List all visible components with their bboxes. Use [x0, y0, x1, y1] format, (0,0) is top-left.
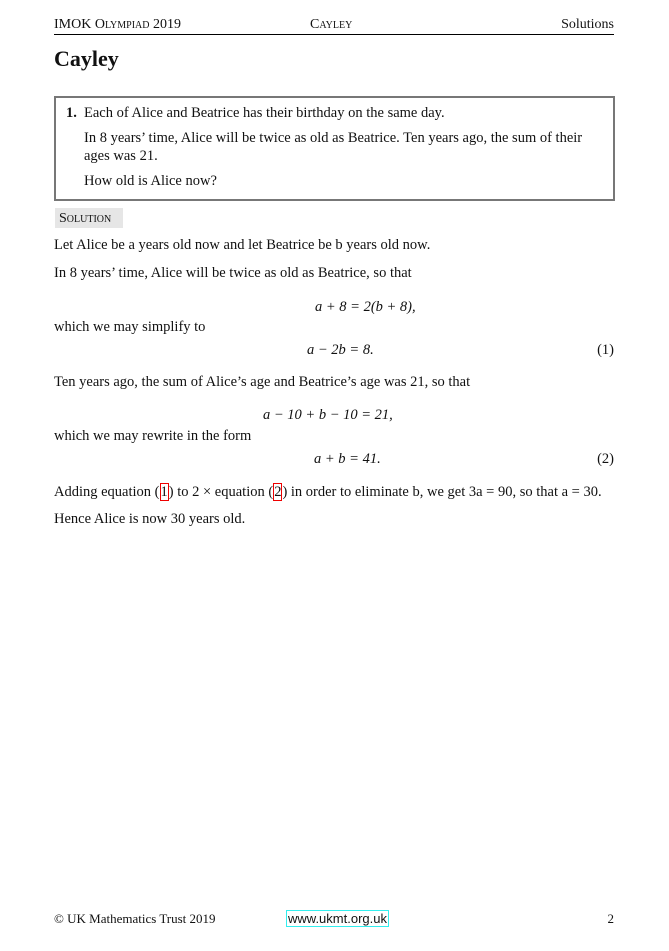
equation-2: a + b = 41. — [314, 451, 381, 467]
problem-line: How old is Alice now? — [84, 173, 217, 189]
solution-text: Let Alice be a years old now and let Beatrice be b years old now. — [54, 237, 431, 253]
solution-text: which we may rewrite in the form — [54, 428, 252, 444]
header-center: Cayley — [310, 17, 353, 32]
equation-number-2: (2) — [597, 451, 614, 467]
footer-copyright: © UK Mathematics Trust 2019 — [54, 911, 216, 926]
header-left: IMOK Olympiad 2019 — [54, 17, 181, 32]
problem-number: 1. — [66, 105, 77, 121]
page-title: Cayley — [54, 46, 119, 71]
equation-ref-2-link[interactable]: 2 — [274, 484, 282, 500]
equation-number-1: (1) — [597, 342, 614, 358]
text: Adding equation ( — [54, 484, 160, 500]
header-right: Solutions — [561, 17, 614, 32]
solution-text: Ten years ago, the sum of Alice’s age and Beatrice’s age was 21, so that — [54, 374, 471, 390]
solution-text — [54, 485, 602, 500]
text: ) to 2 × equation ( — [168, 484, 274, 500]
problem-line: Each of Alice and Beatrice has their birthday on the same day. — [84, 105, 445, 121]
equation: a + 8 = 2(b + 8), — [315, 299, 416, 315]
equation-1: a − 2b = 8. — [307, 342, 374, 358]
problem-line: In 8 years’ time, Alice will be twice as old as Beatrice. Ten years ago, the sum of their — [84, 130, 583, 146]
equation: a − 10 + b − 10 = 21, — [263, 407, 393, 423]
page-number: 2 — [607, 911, 614, 926]
text: ) in order to eliminate b, we get 3a = 90, so that a = 30. — [282, 484, 602, 500]
problem-line: ages was 21. — [84, 148, 158, 164]
solution-label: Solution — [59, 211, 112, 226]
solution-conclusion: Hence Alice is now 30 years old. — [54, 511, 246, 527]
footer-website-link[interactable]: www.ukmt.org.uk — [288, 911, 387, 926]
solution-text: which we may simplify to — [54, 319, 206, 335]
equation-ref-1-link[interactable]: 1 — [160, 484, 168, 500]
solution-text: In 8 years’ time, Alice will be twice as old as Beatrice, so that — [54, 265, 412, 281]
header-rule — [54, 34, 614, 35]
